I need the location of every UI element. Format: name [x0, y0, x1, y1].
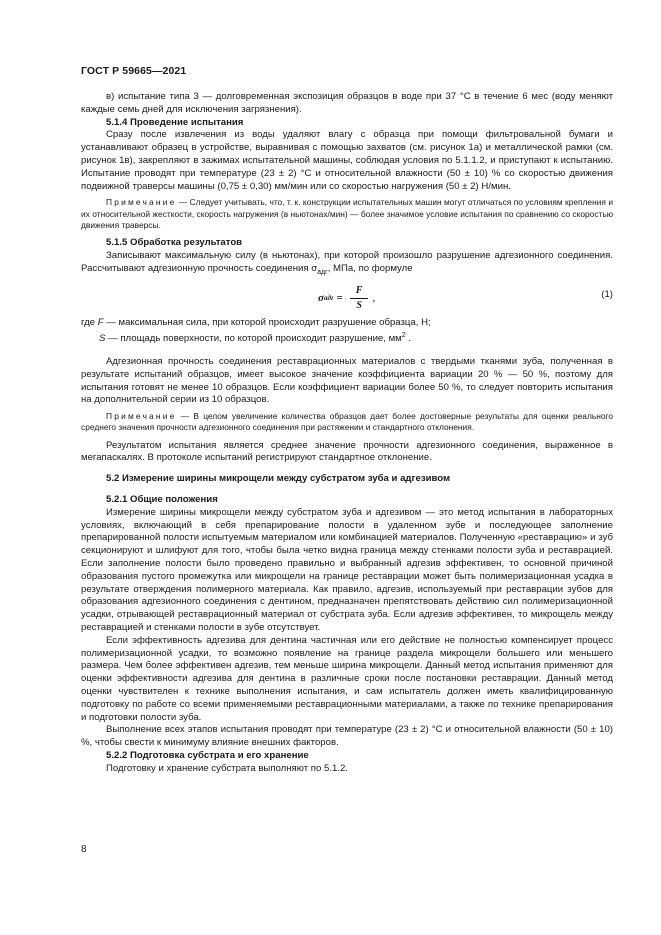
paragraph-5-1-5: Записывают максимальную силу (в ньютонах), при которой произошло разрушение адгезионного соединения. Рассчитывают адгезионную прочность соединения $\sigma_{адг}$, МПа, по формуле	[81, 249, 613, 276]
section-heading-5-1-4: 5.1.4 Проведение испытания	[106, 116, 244, 128]
formula-comma: ,	[372, 292, 376, 305]
note-1	[81, 197, 613, 231]
section-heading-5-2-1: 5.2.1 Общие положения	[106, 494, 218, 506]
section-heading-5-1-5: 5.1.5 Обработка результатов	[106, 236, 243, 248]
note-2-label: Примечание	[106, 411, 177, 422]
section-heading-5-2-2: 5.2.2 Подготовка субстрата и его хранение	[106, 749, 309, 761]
paragraph-5-2-2: Подготовку и хранение субстрата выполняют по 5.1.2.	[106, 762, 348, 774]
formula-numerator: F	[350, 285, 369, 299]
formula-denominator: S	[356, 300, 362, 312]
note-1-label: Примечание	[106, 197, 177, 208]
paragraph-5-2-1-b: Если эффективность адгезива для дентина частичная или его действие не полностью компенсирует процесс полимеризационной усадки, то возможно появление на границе раздела микрощели большего или меньшего размера. Чем более эффективен адгезив, тем меньше ширина микрощели. Данный метод испытания применяют для оценки эффективности адгезива для дентина в различные сроки после постановки реставрации. Данный метод оценки чувствителен к технике выполнения испытания, и сам испытатель должен иметь квалифицированную подготовку по работе со всеми применяемыми реставрационными материалами, а также по технике препарирования и подготовки полости зуба.	[81, 634, 613, 723]
formula-1	[81, 283, 613, 315]
paragraph-result: Результатом испытания является среднее значение прочности адгезионного соединения, выраженное в мегапаскалях. В протоколе испытаний регистрируют стандартное отклонение.	[81, 439, 613, 464]
formula-sigma-subscript: адг	[323, 294, 334, 303]
document-header: ГОСТ Р 59665—2021	[81, 65, 187, 77]
paragraph-5-2-1-a: Измерение ширины микрощели между субстратом зуба и адгезивом — это метод испытания в лабораторных условиях, включающий в себя препарирование полости в удаленном зубе и последующее заполнение препарированной полости испытуемым материалом или комбинацией материалов. Полученную «реставрацию» и зуб секционируют и шлифуют для того, чтобы была четко видна граница между стенками полости зуба и реставрацией. Если заполнение полости было проведено правильно и выбранный адгезив эффективен, то основной причиной образования пустого промежутка или микрощели на границе реставрации может быть полимеризационная усадка в результате отверждения полимерного материала. Как правило, адгезив, используемый при реставрации зубов для образования адгезионного соединения с дентином, предназначен препятствовать действию сил полимеризационной усадки, отрывающей реставрационный материал от субстрата зуба. Если адгезив эффективен, то микрощель между реставрацией и стенками полости в зубе отсутствует.	[81, 506, 613, 634]
page-number: 8	[81, 844, 87, 855]
formula-expression	[318, 285, 375, 312]
formula-fraction	[350, 285, 369, 312]
paragraph-5-1-4: Сразу после извлечения из воды удаляют влагу с образца при помощи фильтровальной бумаги и устанавливают образец в устройстве, выравнивая с помощью захватов (см. рисунок 1а) и металлической рамки (см. рисунок 1в), закрепляют в зажимах испытательной машины, соблюдая условия по 5.1.1.2, и приступают к испытанию. Испытание проводят при температуре (23 ± 2) °С и относительной влажности (50 ± 10) % со скоростью движения подвижной траверсы машины (0,75 ± 0,30) мм/мин или со скоростью нагружения (50 ± 2) Н/мин.	[81, 129, 613, 192]
formula-sigma: σ	[318, 292, 324, 305]
paragraph-5-2-1-c: Выполнение всех этапов испытания проводят при температуре (23 ± 2) °С и относительной влажности (50 ± 10) %, чтобы свести к минимуму влияние внешних факторов.	[81, 724, 613, 749]
section-heading-5-2: 5.2 Измерение ширины микрощели между субстратом зуба и адгезивом	[106, 473, 451, 485]
note-2	[81, 411, 613, 433]
document-body	[81, 91, 613, 776]
where-F: где F — максимальная сила, при которой происходит разрушение образца, Н;	[81, 317, 431, 329]
where-S: S — площадь поверхности, по которой происходит разрушение, $мм^2$ .	[99, 332, 412, 345]
paragraph-item-v: в) испытание типа 3 — долговременная экспозиция образцов в воде при 37 °С в течение 6 мес (воду меняют каждые семь дней для исключения загрязнения).	[81, 91, 613, 115]
formula-equals: =	[336, 292, 343, 305]
formula-number: (1)	[601, 289, 613, 301]
note-1-text: — Следует учитывать, что, т. к. конструкции испытательных машин могут отличаться по условиям крепления и их относительной жесткости, скорость нагружения (в ньютонах/мин) — более значимое условие испытания по сравнению со скоростью движения траверсы.	[81, 197, 613, 230]
paragraph-adhesion: Адгезионная прочность соединения реставрационных материалов с твердыми тканями зуба, полученная в результате испытаний образцов, имеет высокое значение коэффициента вариации 20 % — 50 %, поэтому для испытания готовят не менее 10 образцов. Если коэффициент вариации более 50 %, то следует повторить испытания на дополнительной серии из 10 образцов.	[81, 356, 613, 406]
note-2-text: — В целом увеличение количества образцов дает более достоверные результаты для оценки реального среднего значения прочности адгезионного соединения при растяжении и стандартного отклонения.	[81, 411, 613, 433]
